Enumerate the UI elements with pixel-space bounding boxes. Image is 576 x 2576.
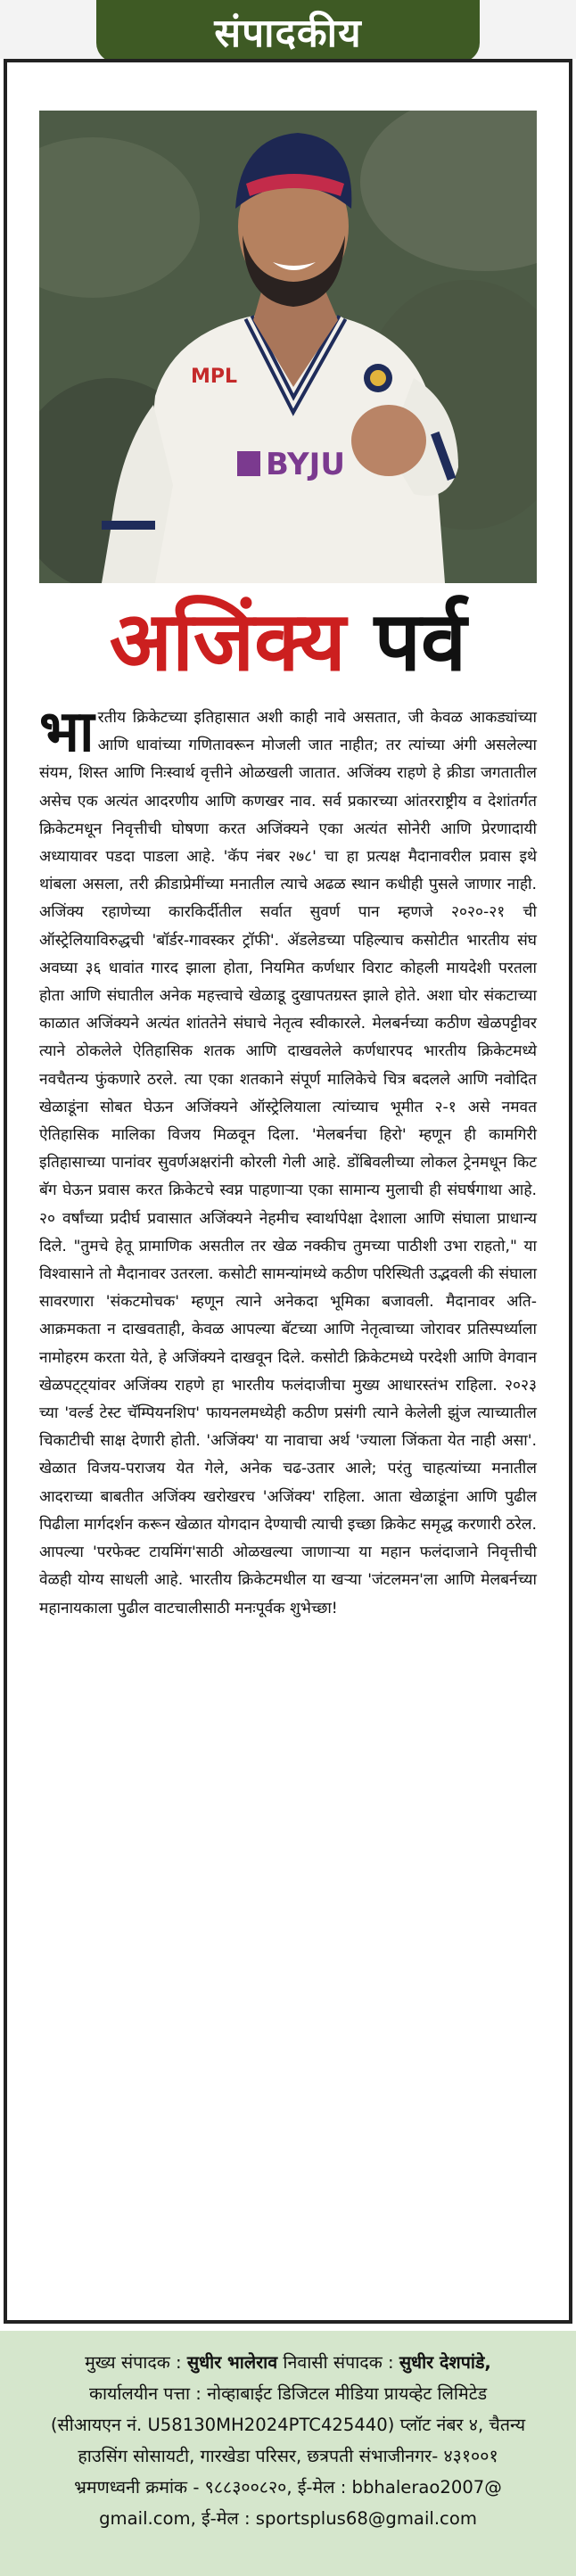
resident-editor-label: निवासी संपादक : — [277, 2352, 399, 2373]
jersey-sponsor-mpl: MPL — [191, 366, 238, 388]
footer-phone-email: भ्रमणध्वनी क्रमांक - ९८८३००८२०, ई-मेल : bbhalerao2007@ — [74, 2477, 502, 2498]
headline — [36, 588, 540, 694]
jersey-sponsor-byju: BYJU — [266, 447, 345, 482]
footer-editors — [18, 2347, 558, 2378]
footer-society: हाउसिंग सोसायटी, गारखेडा परिसर, छत्रपती संभाजीनगर- ४३१००१ — [78, 2446, 498, 2466]
footer-email: gmail.com, ई-मेल : sportsplus68@gmail.com — [99, 2508, 477, 2529]
dropcap: भा — [39, 698, 95, 765]
headline-part2: पर्व — [374, 593, 467, 689]
section-header — [96, 0, 480, 62]
resident-editor-name: सुधीर देशपांडे, — [399, 2352, 491, 2373]
editorial-footer — [0, 2331, 576, 2576]
headline-part1: अजिंक्य — [109, 593, 346, 689]
footer-cin: (सीआयएन नं. U58130MH2024PTC425440) प्लॉट नंबर ४, चैतन्य — [50, 2415, 526, 2435]
chief-editor-name: सुधीर भालेराव — [186, 2352, 278, 2373]
chief-editor-label: मुख्य संपादक : — [85, 2352, 187, 2373]
article-text: रतीय क्रिकेटच्या इतिहासात अशी काही नावे असतात, जी केवळ आकड्यांच्या आणि धावांच्या गणितावरून मोजली जात नाहीत; तर त्यांच्या अंगी असलेल्या संयम, शिस्त आणि निःस्वार्थ वृत्तीने ओळखली जातात. अजिंक्य राहणे हे क्रीडा जगतातील असेच एक अत्यंत आदरणीय आणि कणखर नाव. सर्व प्रकारच्या आंतरराष्ट्रीय व देशांतर्गत क्रिकेटमधून निवृत्तीची घोषणा करत अजिंक्यने एका अत्यंत सोनेरी आणि प्रेरणादायी अध्यायावर पडदा पाडला आहे. 'कॅप नंबर २७८' चा हा प्रत्यक्ष मैदानावरील प्रवास इथे थांबला असला, तरी क्रीडाप्रेमींच्या मनातील त्याचे अढळ स्थान कधीही पुसले जाणार नाही. अजिंक्य रहाणेच्या कारकिर्दीतील सर्वात सुवर्ण पान म्हणजे २०२०-२१ ची ऑस्ट्रेलियाविरुद्धची 'बॉर्डर-गावस्कर ट्रॉफी'. ॲडलेडच्या पहिल्याच कसोटीत भारतीय संघ अवघ्या ३६ धावांत गारद झाला होता, नियमित कर्णधार विराट कोहली मायदेशी परतला होता आणि संघातील अनेक महत्त्वाचे खेळाडू दुखापतग्रस्त झाले होते. अशा घोर संकटाच्या काळात अजिंक्यने अत्यंत शांततेने संघाचे नेतृत्व स्वीकारले. मेलबर्नच्या कठीण खेळपट्टीवर त्याने ठोकलेले ऐतिहासिक शतक आणि दाखवलेले कर्णधारपद भारतीय क्रिकेटमध्ये नवचैतन्य फुंकणारे ठरले. त्या एका शतकाने संपूर्ण मालिकेचे चित्र बदलले आणि नवोदित खेळाडूंना सोबत घेऊन अजिंक्यने ऑस्ट्रेलियाला त्यांच्याच भूमीत २-१ असे नमवत ऐतिहासिक मालिका विजय मिळवून दिला. 'मेलबर्नचा हिरो' म्हणून ही कामगिरी इतिहासाच्या पानांवर सुवर्णअक्षरांनी कोरली गेली आहे. डोंबिवलीच्या लोकल ट्रेनमधून किट बॅग घेऊन प्रवास करत क्रिकेटचे स्वप्न पाहणाऱ्या एका सामान्य मुलाची ही संघर्षगाथा आहे. २० वर्षांच्या प्रदीर्घ प्रवासात अजिंक्यने नेहमीच स्वार्थापेक्षा देशाला आणि संघाला प्राधान्य दिले. "तुमचे हेतू प्रामाणिक असतील तर खेळ नक्कीच तुमच्या पाठीशी उभा राहतो," या विश्वासाने तो मैदानावर उतरला. कसोटी सामन्यांमध्ये कठीण परिस्थिती उद्भवली की संघाला सावरणारा 'संकटमोचक' म्हणून त्याने अनेकदा भूमिका बजावली. मैदानावर अति-आक्रमकता न दाखवताही, केवळ आपल्या बॅटच्या आणि नेतृत्वाच्या जोरावर प्रतिस्पर्ध्याला नामोहरम करता येते, हे अजिंक्यने दाखवून दिले. कसोटी क्रिकेटमध्ये परदेशी आणि वेगवान खेळपट्ट्यांवर अजिंक्य राहणे हा भारतीय फलंदाजीचा मुख्य आधारस्तंभ राहिला. २०२३ च्या 'वर्ल्ड टेस्ट चॅम्पियनशिप' फायनलमध्येही कठीण प्रसंगी त्याने केलेली झुंज त्याच्यातील चिकाटीची साक्ष देणारी होती. 'अजिंक्य' या नावाचा अर्थ 'ज्याला जिंकता येत नाही असा'. खेळात विजय-पराजय येत गेले, अनेक चढ-उतार आले; परंतु चाहत्यांच्या मनातील आदराच्या बाबतीत अजिंक्य खरोखरच 'अजिंक्य' राहिला. आता खेळाडूंना आणि पुढील पिढीला मार्गदर्शन करून खेळात योगदान देण्याची त्याची इच्छा क्रिकेट समृद्ध करणारी ठरेल. आपल्या 'परफेक्ट टायमिंग'साठी ओळखल्या जाणाऱ्या या महान फलंदाजाने निवृत्तीची वेळही योग्य साधली आहे. भारतीय क्रिकेटमधील या खऱ्या 'जंटलमन'ला आणि मेलबर्नच्या महानायकाला पुढील वाटचालीसाठी मनःपूर्वक शुभेच्छा! — [39, 709, 537, 1617]
section-title: संपादकीय — [214, 11, 362, 56]
player-photo — [39, 111, 537, 583]
footer-office-address: कार्यालयीन पत्ता : नोव्हाबाईट डिजिटल मीडिया प्रायव्हेट लिमिटेड — [88, 2383, 488, 2404]
article-body — [39, 698, 537, 1623]
